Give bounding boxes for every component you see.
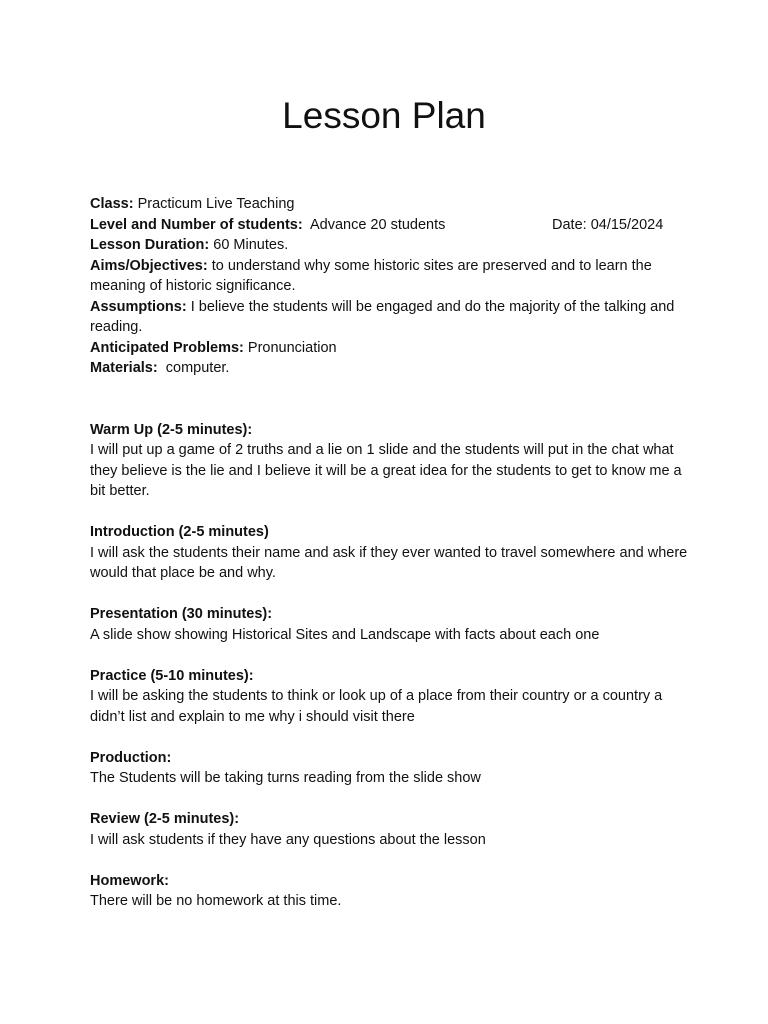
duration-label: Lesson Duration: [90,237,210,253]
section-body: I will be asking the students to think or look up of a place from their country or a country a didn’t list and explain to me why i should visit there [90,688,663,725]
section-presentation [90,604,690,645]
date-label: Date: [552,216,587,233]
class-line [90,194,690,215]
section-heading: Warm Up (2-5 minutes): [90,421,253,438]
section-heading: Introduction (2-5 minutes) [90,524,269,540]
class-label: Class: [90,196,134,212]
materials-line [90,358,690,379]
section-heading: Review (2-5 minutes): [90,811,240,827]
materials-value: computer. [165,360,230,376]
aims-value: to understand why some historic sites are preserved and to learn the meaning of historic significance. [90,257,652,294]
problems-value: Pronunciation [247,339,337,356]
assumptions-value: I believe the students will be engaged and do the majority of the talking and reading. [90,298,675,335]
class-value: Practicum Live Teaching [137,196,295,212]
duration-value: 60 Minutes. [213,237,289,253]
section-body: I will put up a game of 2 truths and a lie on 1 slide and the students will put in the chat what they believe is the lie and I believe it will be a great idea for the students to get to know me a bit better. [90,442,682,499]
date-value: 04/15/2024 [590,216,664,233]
page-title: Lesson Plan [282,95,486,136]
level-value: Advance 20 students [309,216,446,233]
level-label: Level and Number of students: [90,216,303,233]
lesson-sections [90,420,690,912]
section-body: The Students will be taking turns reading from the slide show [90,770,481,786]
date-field [552,215,663,236]
section-heading: Homework: [90,872,169,889]
section-introduction [90,522,690,584]
section-body: I will ask students if they have any questions about the lesson [90,831,486,848]
level-line [90,215,690,236]
section-warm-up [90,420,690,502]
section-heading: Presentation (30 minutes): [90,606,273,622]
section-body: A slide show showing Historical Sites and Landscape with facts about each one [90,626,600,643]
materials-label: Materials: [90,360,158,376]
document-body [90,194,690,932]
aims-label: Aims/Objectives: [90,257,208,274]
problems-line [90,338,690,359]
section-heading: Production: [90,749,172,766]
assumptions-line [90,297,690,338]
section-body: I will ask the students their name and ask if they ever wanted to travel somewhere and where would that place be and why. [90,544,688,581]
section-practice [90,666,690,728]
assumptions-label: Assumptions: [90,298,187,315]
section-heading: Practice (5-10 minutes): [90,667,254,684]
section-homework [90,871,690,912]
lesson-info [90,194,690,379]
section-review [90,809,690,850]
section-production [90,748,690,789]
problems-label: Anticipated Problems: [90,339,244,356]
duration-line [90,235,690,256]
section-body: There will be no homework at this time. [90,893,342,909]
aims-line [90,256,690,297]
